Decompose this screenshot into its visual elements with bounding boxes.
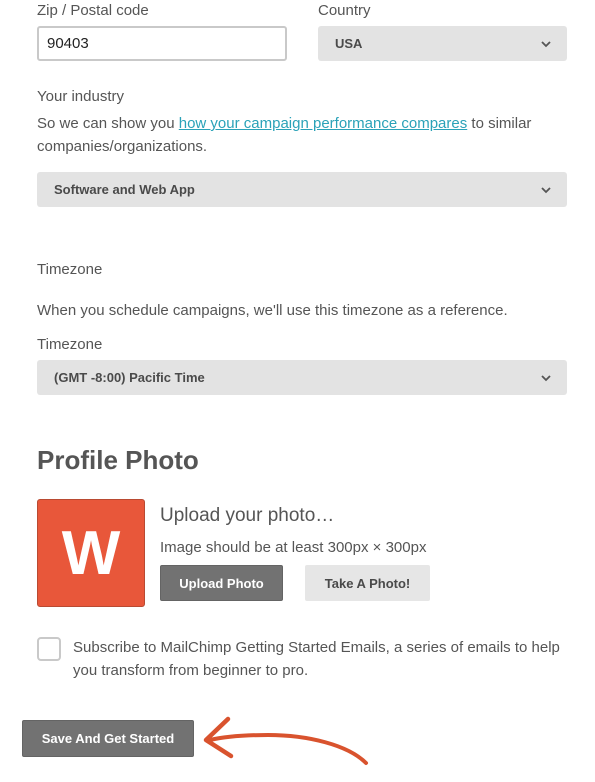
save-and-get-started-button[interactable]: Save And Get Started: [22, 720, 194, 757]
subscribe-checkbox[interactable]: [37, 637, 61, 661]
industry-label: Your industry: [37, 88, 124, 105]
industry-select[interactable]: [37, 172, 567, 207]
timezone-field-label: Timezone: [37, 336, 103, 353]
campaign-performance-link[interactable]: how your campaign performance compares: [178, 115, 468, 132]
timezone-section-label: Timezone: [37, 261, 103, 278]
chevron-down-icon: [541, 40, 551, 47]
country-label: Country: [318, 2, 371, 19]
timezone-select-value: (GMT -8:00) Pacific Time: [54, 370, 205, 385]
avatar: [37, 499, 145, 607]
zip-input-value: 90403: [47, 35, 89, 52]
upload-title: Upload your photo…: [160, 505, 335, 526]
upload-hint: Image should be at least 300px × 300px: [160, 539, 427, 556]
chevron-down-icon: [541, 186, 551, 193]
country-select-value: USA: [335, 36, 363, 51]
zip-label: Zip / Postal code: [37, 2, 149, 19]
industry-desc-text-end: to similar companies/organizations.: [37, 115, 532, 155]
industry-select-value: Software and Web App: [54, 182, 195, 197]
avatar-letter: W: [61, 518, 121, 588]
zip-input[interactable]: [37, 26, 287, 61]
chevron-down-icon: [541, 374, 551, 381]
country-select[interactable]: [318, 26, 567, 61]
timezone-select[interactable]: [37, 360, 567, 395]
arrow-icon: [198, 707, 373, 769]
industry-desc-text: So we can show you: [37, 115, 179, 132]
upload-photo-button[interactable]: Upload Photo: [160, 565, 283, 601]
subscribe-label: Subscribe to MailChimp Getting Started Emails, a series of emails to help you transform from beginner to pro.: [73, 639, 560, 679]
profile-photo-title: Profile Photo: [37, 445, 199, 475]
timezone-description: When you schedule campaigns, we'll use this timezone as a reference.: [37, 302, 508, 319]
take-photo-button[interactable]: Take A Photo!: [305, 565, 430, 601]
industry-description: [37, 112, 567, 158]
